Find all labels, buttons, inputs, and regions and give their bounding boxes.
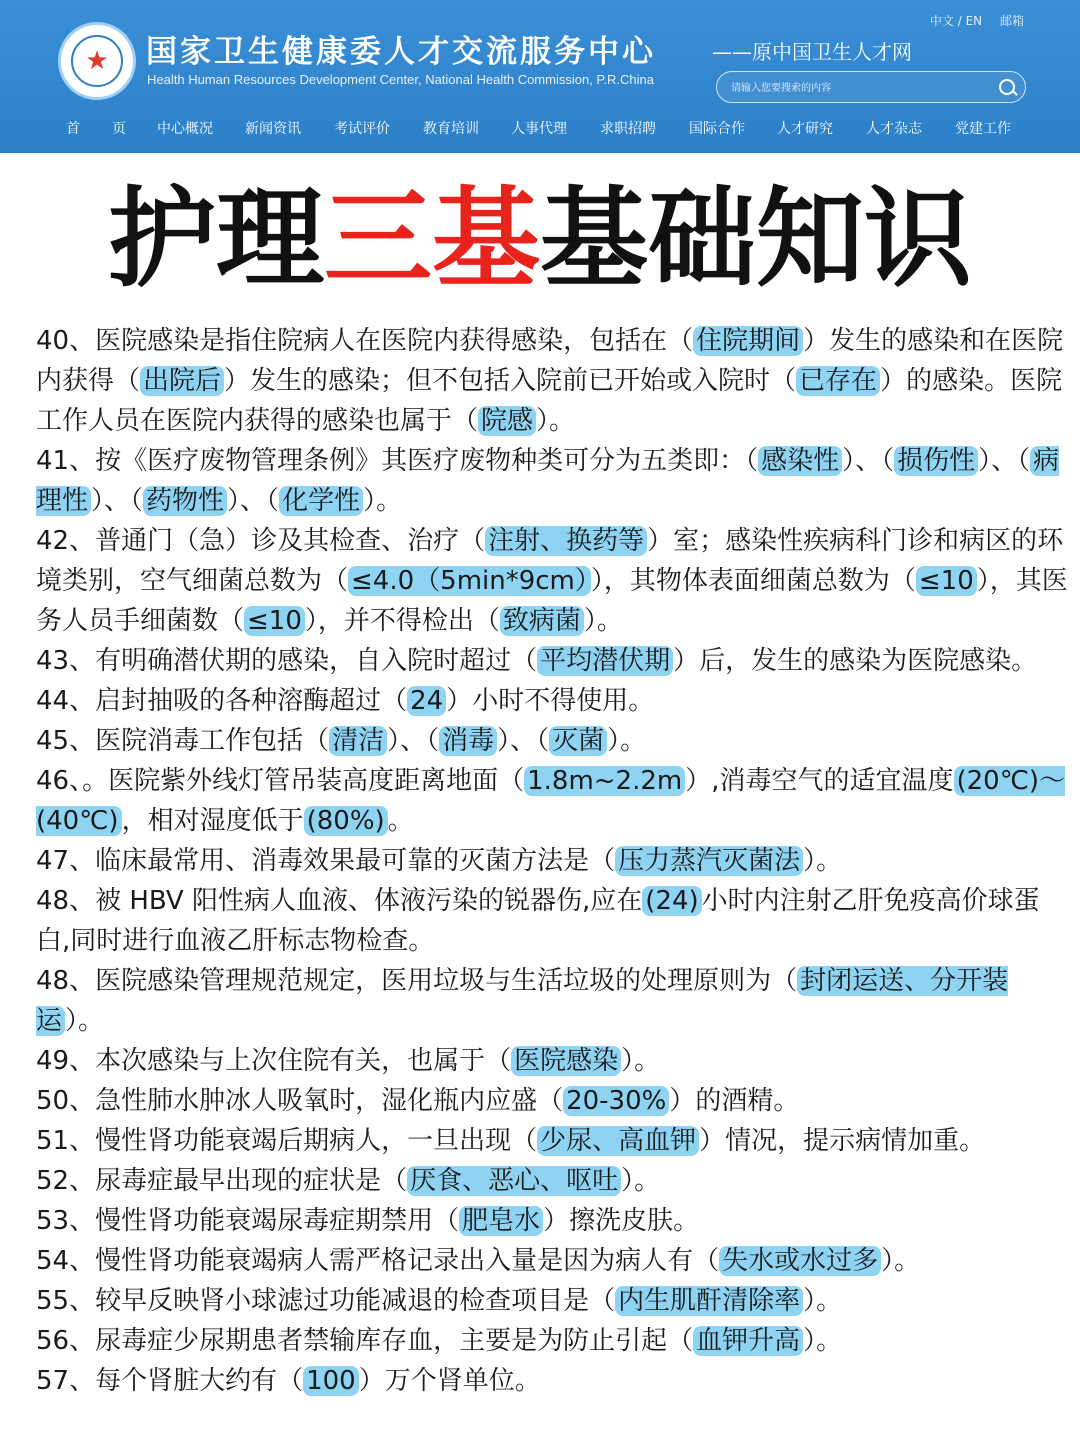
site-logo[interactable] — [58, 22, 136, 100]
question-text: ）。 — [881, 1246, 921, 1276]
question-text: 48、被 HBV 阳性病人血液、体液污染的锐器伤,应在 — [36, 886, 643, 916]
question-text: ）。 — [363, 486, 403, 516]
answer-highlight: 医院感染 — [511, 1046, 621, 1076]
question-text: 40、医院感染是指住院病人在医院内获得感染，包括在（ — [36, 326, 694, 356]
nav-item-exams[interactable]: 考试评价 — [334, 121, 390, 137]
question-text: 57、每个肾脏大约有（ — [36, 1366, 304, 1396]
question-text: 46、。医院紫外线灯管吊装高度距离地面（ — [36, 766, 525, 796]
answer-highlight: 药物性 — [143, 486, 227, 516]
answer-highlight: 内生肌酐清除率 — [615, 1286, 803, 1316]
question-text: 48、医院感染管理规范规定，医用垃圾与生活垃圾的处理原则为（ — [36, 966, 798, 996]
main-nav — [0, 118, 1080, 142]
answer-highlight: 化学性 — [279, 486, 363, 516]
answer-highlight: (24) — [642, 886, 701, 916]
question-text: 43、有明确潜伏期的感染，自入院时超过（ — [36, 646, 538, 676]
language-switch-link[interactable]: 中文 / EN — [929, 14, 983, 28]
title-part-2-red: 三基 — [323, 177, 540, 302]
nav-item-home-2[interactable]: 页 — [112, 121, 126, 137]
logo-star-icon: ★ — [85, 46, 109, 76]
question-text: 51、慢性肾功能衰竭后期病人，一旦出现（ — [36, 1126, 538, 1156]
nav-item-news[interactable]: 新闻资讯 — [245, 121, 301, 137]
question-text: ）。 — [803, 1286, 843, 1316]
knowledge-list — [36, 321, 1070, 1401]
question-text: ）。 — [621, 1046, 661, 1076]
question-text: 50、急性肺水肿冰人吸氧时，湿化瓶内应盛（ — [36, 1086, 564, 1116]
answer-highlight: 1.8m~2.2m — [524, 766, 685, 796]
question-text: ）发生的感染；但不包括入院前已开始或入院时（ — [224, 366, 797, 396]
answer-highlight: 肥皂水 — [459, 1206, 543, 1236]
question-text: ）。 — [607, 726, 647, 756]
question-text: ）、（ — [978, 446, 1031, 476]
search-input[interactable] — [729, 77, 993, 99]
nav-item-about[interactable]: 中心概况 — [157, 121, 213, 137]
nav-item-international[interactable]: 国际合作 — [689, 121, 745, 137]
answer-highlight: 病理性 — [36, 446, 1060, 516]
question-text: ）、（ — [842, 446, 895, 476]
question-text: 42、普通门（急）诊及其检查、治疗（ — [36, 526, 486, 556]
answer-highlight: ≤10 — [244, 606, 305, 636]
question-text: 52、尿毒症最早出现的症状是（ — [36, 1166, 408, 1196]
question-text: ），其医务人员手细菌数（ — [36, 566, 1068, 636]
question-text: ）小时不得使用。 — [446, 686, 655, 716]
list-item — [36, 1321, 1070, 1361]
question-text: ）室；感染性疾病科门诊和病区的环境类别，空气细菌总数为（ — [36, 526, 1064, 596]
nav-item-personnel[interactable]: 人事代理 — [511, 121, 567, 137]
question-text: ）、（ — [91, 486, 144, 516]
question-text: ）的感染。医院工作人员在医院内获得的感染也属于（ — [36, 366, 1063, 436]
search-icon[interactable] — [999, 79, 1015, 95]
list-item — [36, 881, 1070, 961]
question-text: ）。 — [621, 1166, 661, 1196]
question-text: ）,消毒空气的适宜温度 — [685, 766, 954, 796]
list-item — [36, 641, 1070, 681]
nav-item-magazine[interactable]: 人才杂志 — [866, 121, 922, 137]
question-text: ）。 — [803, 1326, 843, 1356]
question-text: ）擦洗皮肤。 — [543, 1206, 700, 1236]
question-text: ）万个肾单位。 — [358, 1366, 541, 1396]
list-item — [36, 841, 1070, 881]
org-name-cn: 国家卫生健康委人才交流服务中心 — [146, 34, 656, 70]
site-header — [0, 0, 1080, 153]
answer-highlight: 感染性 — [758, 446, 842, 476]
search-box[interactable] — [716, 71, 1026, 103]
answer-highlight: (20℃)～(40℃) — [36, 766, 1066, 836]
answer-highlight: 20-30% — [563, 1086, 669, 1116]
question-text: 44、启封抽吸的各种溶酶超过（ — [36, 686, 408, 716]
question-text: ）。 — [583, 606, 623, 636]
answer-highlight: 致病菌 — [500, 606, 584, 636]
question-text: 54、慢性肾功能衰竭病人需严格记录出入量是因为病人有（ — [36, 1246, 720, 1276]
question-text: 56、尿毒症少尿期患者禁输库存血，主要是为防止引起（ — [36, 1326, 694, 1356]
question-text: ）的酒精。 — [669, 1086, 800, 1116]
question-text: 53、慢性肾功能衰竭尿毒症期禁用（ — [36, 1206, 460, 1236]
logo-emblem — [71, 35, 123, 87]
answer-highlight: 平均潜伏期 — [537, 646, 673, 676]
list-item — [36, 1361, 1070, 1401]
question-text: ，相对湿度低于 — [121, 806, 304, 836]
nav-item-research[interactable]: 人才研究 — [777, 121, 833, 137]
question-text: ）、（ — [497, 726, 550, 756]
question-text: 47、临床最常用、消毒效果最可靠的灭菌方法是（ — [36, 846, 616, 876]
answer-highlight: 清洁 — [329, 726, 387, 756]
question-text: ）情况，提示病情加重。 — [699, 1126, 986, 1156]
answer-highlight: 封闭运送、分开装运 — [36, 966, 1009, 1036]
list-item — [36, 1241, 1070, 1281]
list-item — [36, 1281, 1070, 1321]
org-name-en: Health Human Resources Development Center, National Health Commission, P.R.China — [147, 72, 654, 87]
question-text: ）。 — [803, 846, 843, 876]
org-subtitle: ——原中国卫生人才网 — [712, 40, 912, 64]
nav-item-jobs[interactable]: 求职招聘 — [600, 121, 656, 137]
answer-highlight: 失水或水过多 — [719, 1246, 881, 1276]
answer-highlight: 压力蒸汽灭菌法 — [615, 846, 803, 876]
question-text: ），其物体表面细菌总数为（ — [590, 566, 916, 596]
answer-highlight: ≤10 — [916, 566, 977, 596]
mail-link[interactable]: 邮箱 — [999, 14, 1024, 28]
top-links — [916, 12, 1024, 29]
question-text: 49、本次感染与上次住院有关，也属于（ — [36, 1046, 512, 1076]
list-item — [36, 961, 1070, 1041]
list-item — [36, 1161, 1070, 1201]
list-item — [36, 721, 1070, 761]
list-item — [36, 321, 1070, 441]
list-item — [36, 521, 1070, 641]
list-item — [36, 681, 1070, 721]
answer-highlight: 血钾升高 — [693, 1326, 803, 1356]
list-item — [36, 1081, 1070, 1121]
list-item — [36, 441, 1070, 521]
page-title — [0, 170, 1080, 310]
answer-highlight: 灭菌 — [549, 726, 607, 756]
answer-highlight: 100 — [303, 1366, 359, 1396]
answer-highlight: 住院期间 — [693, 326, 803, 356]
answer-highlight: 损伤性 — [894, 446, 978, 476]
list-item — [36, 1201, 1070, 1241]
nav-item-home-1[interactable]: 首 — [66, 121, 80, 137]
question-text: ）、（ — [227, 486, 280, 516]
answer-highlight: 已存在 — [796, 366, 880, 396]
question-text: 小时内注射乙肝免疫高价球蛋白,同时进行血液乙肝标志物检查。 — [36, 886, 1040, 956]
question-text: 55、较早反映肾小球滤过功能减退的检查项目是（ — [36, 1286, 616, 1316]
answer-highlight: 出院后 — [140, 366, 224, 396]
answer-highlight: 24 — [407, 686, 446, 716]
answer-highlight: 消毒 — [439, 726, 497, 756]
title-part-1: 护理 — [107, 177, 324, 302]
answer-highlight: 少尿、高血钾 — [537, 1126, 699, 1156]
answer-highlight: (80%) — [304, 806, 388, 836]
question-text: ）。 — [65, 1006, 105, 1036]
answer-highlight: 注射、换药等 — [485, 526, 647, 556]
question-text: ）。 — [536, 406, 576, 436]
question-text: 。 — [387, 806, 414, 836]
question-text: ）、（ — [387, 726, 440, 756]
nav-item-party[interactable]: 党建工作 — [955, 121, 1011, 137]
answer-highlight: ≤4.0（5min*9cm） — [348, 566, 591, 596]
question-text: ）发生的感染和在医院内获得（ — [36, 326, 1064, 396]
answer-highlight: 厌食、恶心、呕吐 — [407, 1166, 621, 1196]
list-item — [36, 761, 1070, 841]
question-text: 45、医院消毒工作包括（ — [36, 726, 330, 756]
answer-highlight: 院感 — [478, 406, 536, 436]
question-text: ），并不得检出（ — [304, 606, 500, 636]
list-item — [36, 1041, 1070, 1081]
question-text: 41、按《医疗废物管理条例》其医疗废物种类可分为五类即：（ — [36, 446, 759, 476]
title-part-3: 基础知识 — [540, 177, 973, 302]
nav-item-training[interactable]: 教育培训 — [423, 121, 479, 137]
list-item — [36, 1121, 1070, 1161]
question-text: ）后，发生的感染为医院感染。 — [673, 646, 1038, 676]
